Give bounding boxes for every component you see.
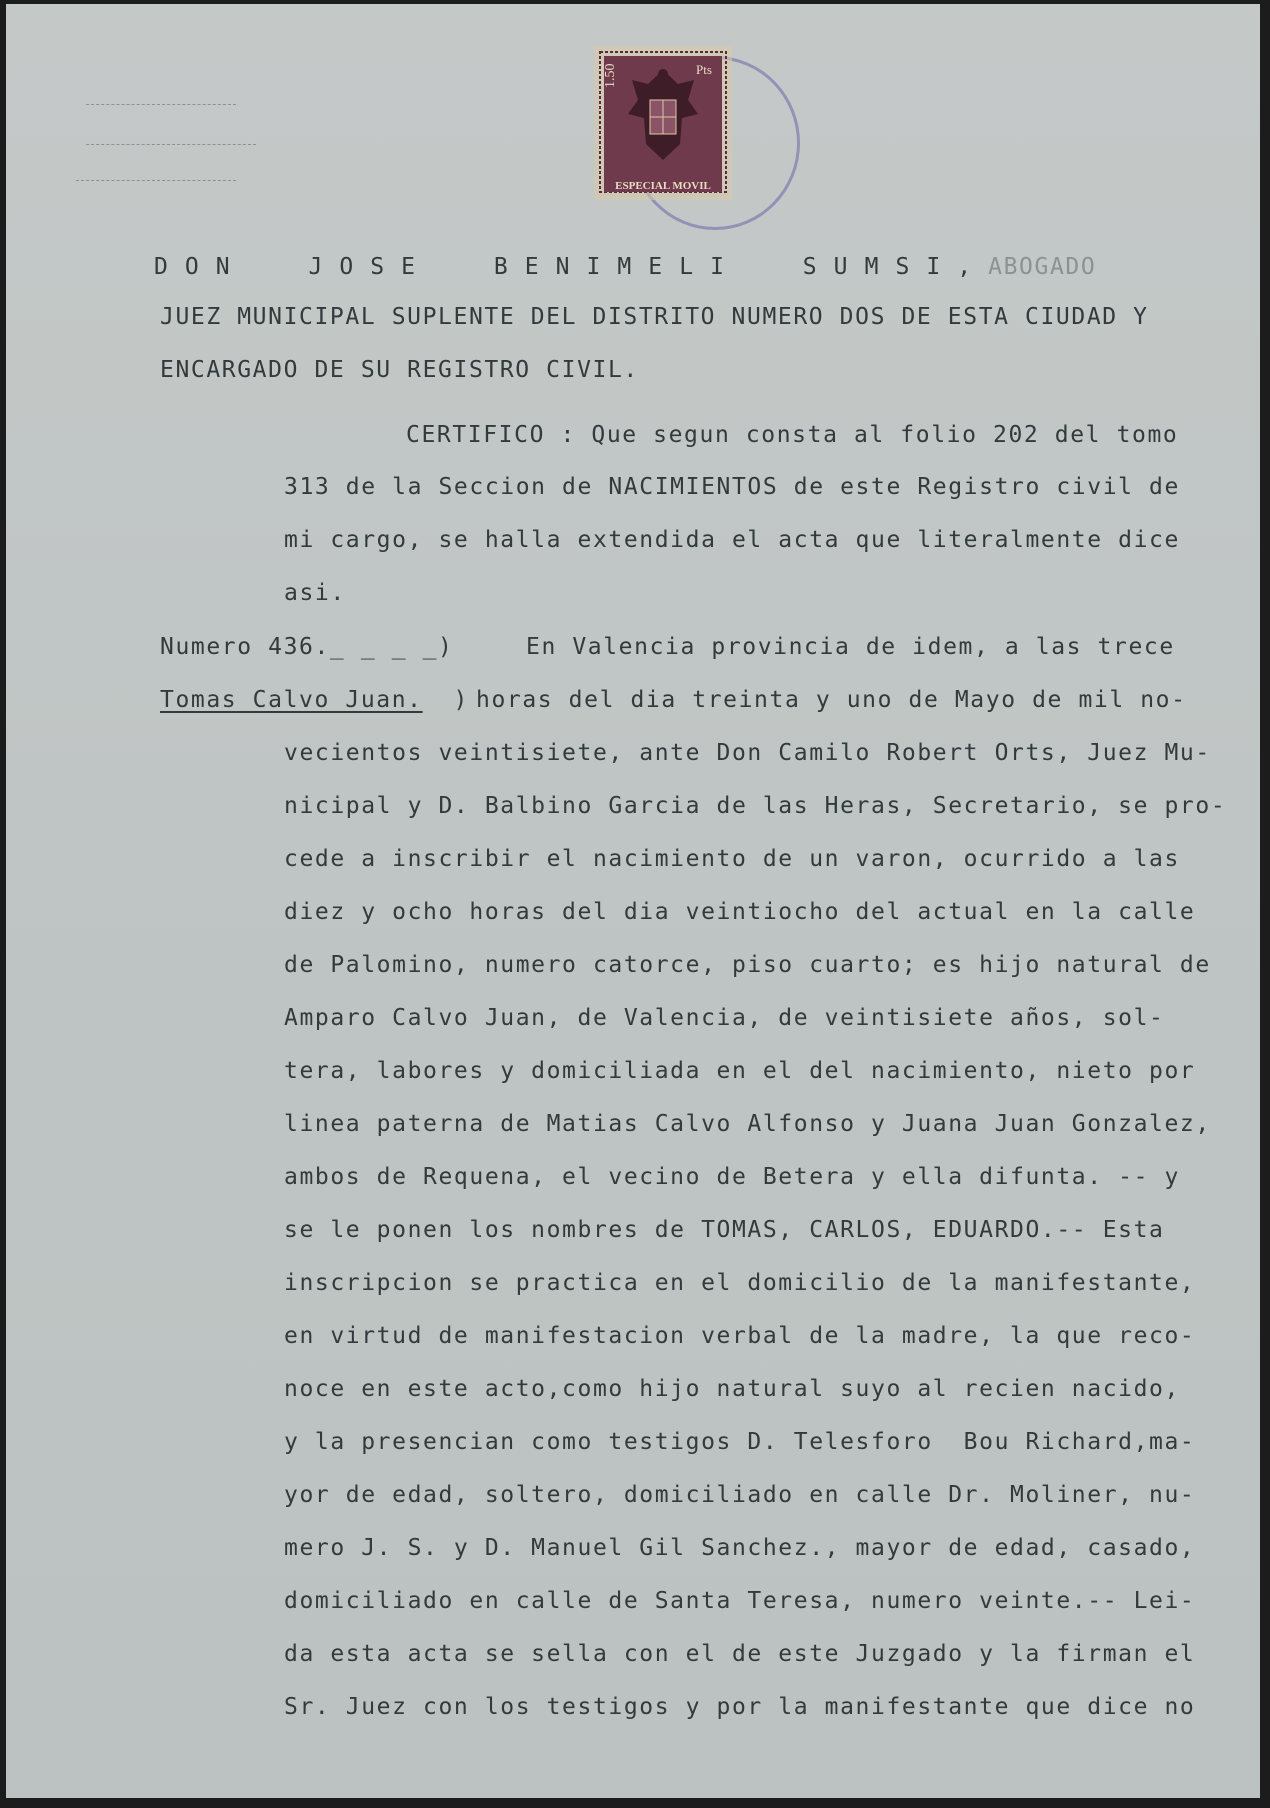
margin-numero: Numero 436._ _ _ _) <box>160 634 454 660</box>
body-line-21: Sr. Juez con los testigos y por la manifestante que dice no <box>284 1694 1196 1720</box>
margin-paren: ) <box>453 687 469 713</box>
header-line-3: ENCARGADO DE SU REGISTRO CIVIL. <box>160 357 639 383</box>
stamp-value: 1.50 <box>603 63 618 88</box>
stamp-currency: Pts <box>696 62 712 77</box>
body-line-13: inscripcion se practica en el domicilio de la manifestante, <box>284 1270 1196 1296</box>
body-line-1: En Valencia provincia de idem, a las trece <box>526 634 1175 660</box>
registrant-name: Tomas Calvo Juan. <box>160 687 423 713</box>
body-line-12: se le ponen los nombres de TOMAS, CARLOS, EDUARDO.-- Esta <box>284 1217 1165 1243</box>
stamp-caption: ESPECIAL MOVIL <box>615 180 711 192</box>
officer-title: ABOGADO <box>988 254 1097 280</box>
fiscal-stamp <box>592 44 734 202</box>
bleed-through-mark <box>76 180 236 181</box>
body-line-19: domiciliado en calle de Santa Teresa, numero veinte.-- Lei- <box>284 1588 1196 1614</box>
body-line-8: Amparo Calvo Juan, de Valencia, de veintisiete años, sol- <box>284 1005 1165 1031</box>
body-line-18: mero J. S. y D. Manuel Gil Sanchez., mayor de edad, casado, <box>284 1535 1196 1561</box>
body-line-11: ambos de Requena, el vecino de Betera y ella difunta. -- y <box>284 1164 1180 1190</box>
certifico-line-3: mi cargo, se halla extendida el acta que literalmente dice <box>284 527 1180 553</box>
officer-name: D O N J O S E B E N I M E L I S U M S I , <box>154 254 973 280</box>
body-line-10: linea paterna de Matias Calvo Alfonso y Juana Juan Gonzalez, <box>284 1111 1211 1137</box>
certifico-line-2: 313 de la Seccion de NACIMIENTOS de este Registro civil de <box>284 474 1180 500</box>
bleed-through-mark <box>86 104 236 105</box>
bleed-through-mark <box>86 144 256 145</box>
certifico-line-1: CERTIFICO : Que segun consta al folio 202 del tomo <box>406 422 1179 448</box>
certifico-line-4: asi. <box>284 580 346 606</box>
body-line-16: y la presencian como testigos D. Telesforo Bou Richard,ma- <box>284 1429 1196 1455</box>
fiscal-stamp-image <box>592 44 734 202</box>
body-line-9: tera, labores y domiciliada en el del nacimiento, nieto por <box>284 1058 1196 1084</box>
header-name-line <box>154 254 1096 280</box>
body-line-5: cede a inscribir el nacimiento de un varon, ocurrido a las <box>284 846 1180 872</box>
margin-name-row <box>160 687 469 713</box>
body-line-6: diez y ocho horas del dia veintiocho del actual en la calle <box>284 899 1196 925</box>
body-line-7: de Palomino, numero catorce, piso cuarto; es hijo natural de <box>284 952 1211 978</box>
body-line-14: en virtud de manifestacion verbal de la madre, la que reco- <box>284 1323 1196 1349</box>
body-line-3: vecientos veintisiete, ante Don Camilo Robert Orts, Juez Mu- <box>284 740 1211 766</box>
document-page <box>6 4 1260 1798</box>
body-line-4: nicipal y D. Balbino Garcia de las Heras, Secretario, se pro- <box>284 793 1227 819</box>
body-line-20: da esta acta se sella con el de este Juzgado y la firman el <box>284 1641 1196 1667</box>
body-line-2: horas del dia treinta y uno de Mayo de mil no- <box>476 687 1187 713</box>
body-line-17: yor de edad, soltero, domiciliado en calle Dr. Moliner, nu- <box>284 1482 1196 1508</box>
header-line-2: JUEZ MUNICIPAL SUPLENTE DEL DISTRITO NUMERO DOS DE ESTA CIUDAD Y <box>160 304 1149 330</box>
body-line-15: noce en este acto,como hijo natural suyo al recien nacido, <box>284 1376 1180 1402</box>
